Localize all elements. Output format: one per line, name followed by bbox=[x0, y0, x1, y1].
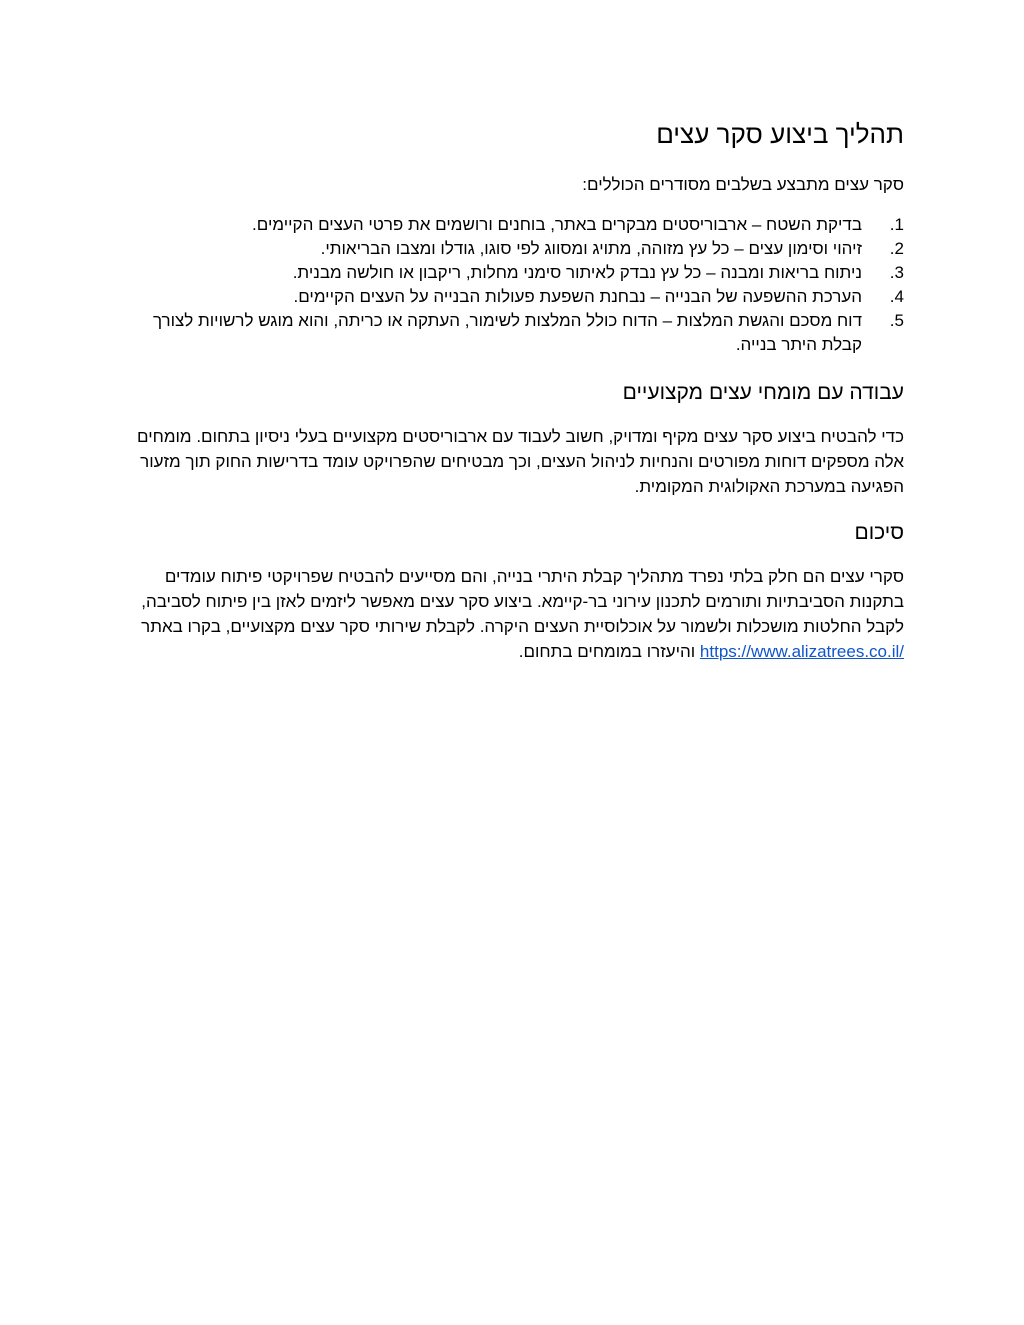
intro-paragraph: סקר עצים מתבצע בשלבים מסודרים הכוללים: bbox=[582, 174, 904, 194]
experts-paragraph: כדי להבטיח ביצוע סקר עצים מקיף ומדויק, חשוב לעבוד עם ארבוריסטים מקצועיים בעלי ניסיון בתחום. מומחים אלה מספקים דוחות מפורטים והנחיות לניהול העצים, וכך מבטיחים שהפרויקט עומד בדרישות החוק תוך מזעור הפגיעה במערכת האקולוגית המקומית. bbox=[137, 427, 904, 497]
list-item bbox=[128, 213, 904, 237]
page-title: תהליך ביצוע סקר עצים bbox=[656, 119, 904, 149]
summary-heading: סיכום bbox=[854, 521, 904, 545]
list-item-text: דוח מסכם והגשת המלצות – הדוח כולל המלצות לשימור, העתקה או כריתה, והוא מוגש לרשויות לצורך קבלת היתר בנייה. bbox=[152, 310, 862, 354]
experts-section bbox=[128, 379, 904, 499]
list-item-number: 5. bbox=[889, 310, 904, 330]
list-item-text: הערכת ההשפעה של הבנייה – נבחנת השפעת פעולות הבנייה על העצים הקיימים. bbox=[293, 286, 862, 306]
list-item bbox=[128, 285, 904, 309]
list-item-text: ניתוח בריאות ומבנה – כל עץ נבדק לאיתור סימני מחלות, ריקבון או חולשה מבנית. bbox=[292, 262, 862, 282]
experts-heading: עבודה עם מומחי עצים מקצועיים bbox=[622, 380, 904, 404]
summary-paragraph bbox=[128, 564, 904, 664]
list-item-text: זיהוי וסימון עצים – כל עץ מזוהה, מתויג ומסווג לפי סוגו, גודלו ומצבו הבריאותי. bbox=[320, 238, 862, 258]
list-item bbox=[128, 237, 904, 261]
steps-list bbox=[128, 213, 904, 357]
summary-text: סקרי עצים הם חלק בלתי נפרד מתהליך קבלת היתרי בנייה, והם מסייעים להבטיח שפרויקטי פיתוח עומדים בתקנות הסביבתיות ותורמים לתכנון עירוני בר-קיימא. ביצוע סקר עצים מאפשר ליזמים לאזן בין פיתוח לסביבה, לקבל החלטות מושכלות ולשמור על אוכלוסיית העצים היקרה. לקבלת שירותי סקר עצים מקצועיים, בקרו באתר bbox=[141, 567, 904, 637]
list-item-number: 1. bbox=[889, 214, 904, 234]
list-item-number: 3. bbox=[889, 262, 904, 282]
list-item-number: 4. bbox=[889, 286, 904, 306]
website-link[interactable]: https://www.alizatrees.co.il/ bbox=[699, 642, 904, 662]
summary-section bbox=[128, 519, 904, 664]
list-item bbox=[128, 261, 904, 285]
list-item-number: 2. bbox=[889, 238, 904, 258]
summary-text-end: והיעזרו במומחים בתחום. bbox=[518, 642, 700, 662]
list-item-text: בדיקת השטח – ארבוריסטים מבקרים באתר, בוחנים ורושמים את פרטי העצים הקיימים. bbox=[252, 214, 862, 234]
list-item bbox=[128, 309, 904, 357]
